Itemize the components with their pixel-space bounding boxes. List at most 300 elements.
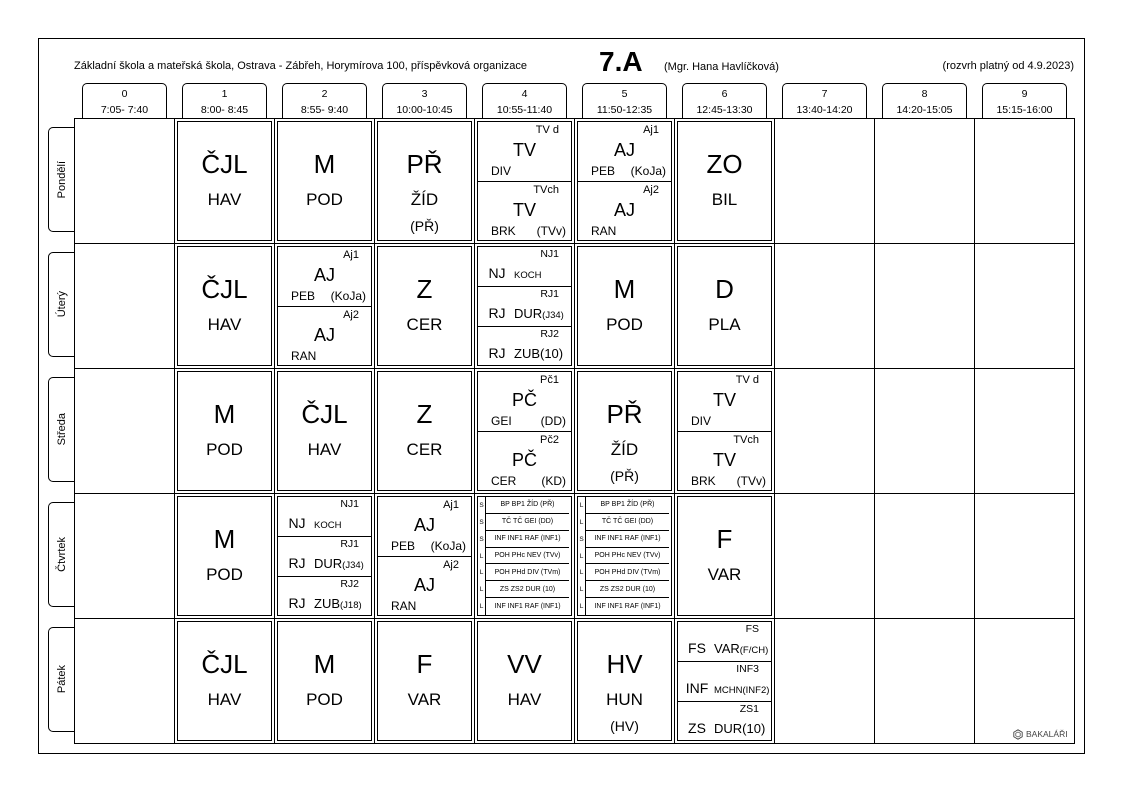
group-lesson bbox=[478, 372, 571, 431]
school-name: Základní škola a mateřská škola, Ostrava - Zábřeh, Horymírova 100, příspěvková organizace bbox=[74, 60, 528, 72]
lesson-teacher: ZUB bbox=[514, 346, 540, 361]
week-alternating-list bbox=[478, 497, 571, 615]
lesson-teacher: ŽÍD bbox=[610, 440, 639, 459]
timetable-cell bbox=[575, 494, 675, 619]
lesson-box bbox=[377, 121, 472, 241]
period-time: 14:20-15:05 bbox=[896, 104, 953, 116]
lesson-teacher: CER bbox=[406, 315, 443, 334]
lesson-box bbox=[177, 621, 272, 741]
lesson-box bbox=[277, 121, 372, 241]
lesson-teacher: POD bbox=[206, 440, 243, 459]
group-label: RJ2 bbox=[340, 578, 359, 590]
empty-cell bbox=[775, 619, 875, 744]
lesson-subject: ZS bbox=[688, 720, 706, 736]
week-marker: L bbox=[579, 552, 584, 560]
group-label: Aj2 bbox=[643, 184, 659, 196]
period-number: 3 bbox=[421, 88, 428, 100]
empty-cell bbox=[775, 369, 875, 494]
empty-cell bbox=[875, 244, 975, 369]
lesson-box bbox=[577, 246, 672, 366]
group-lesson bbox=[478, 181, 571, 240]
period-number: 5 bbox=[621, 88, 628, 100]
week-lesson-row bbox=[478, 564, 571, 581]
lesson-teacher: HAV bbox=[207, 190, 242, 209]
timetable-cell bbox=[575, 369, 675, 494]
period-time: 8:55- 9:40 bbox=[300, 104, 349, 116]
group-label: RJ2 bbox=[540, 328, 559, 340]
empty-cell bbox=[75, 119, 175, 244]
lesson-room: (TVv) bbox=[736, 474, 766, 488]
week-lesson-row bbox=[578, 598, 671, 615]
group-lesson-line bbox=[483, 264, 571, 282]
day-tab bbox=[48, 252, 74, 357]
group-lesson bbox=[678, 431, 771, 490]
empty-cell bbox=[975, 119, 1075, 244]
period-number: 9 bbox=[1021, 88, 1028, 100]
period-time: 12:45-13:30 bbox=[696, 104, 753, 116]
lesson-room: (HV) bbox=[610, 718, 639, 734]
lesson-box bbox=[177, 371, 272, 491]
lesson-subject: AJ bbox=[313, 265, 335, 285]
lesson-box bbox=[377, 496, 472, 616]
timetable-cell bbox=[275, 494, 375, 619]
lesson-room: (10) bbox=[540, 346, 564, 361]
timetable-cell bbox=[475, 619, 575, 744]
empty-cell bbox=[975, 494, 1075, 619]
lesson-room: (J34) bbox=[542, 310, 564, 321]
week-lesson-text: BP BP1 ŽÍD (PŘ) bbox=[585, 497, 669, 514]
week-alternating-list bbox=[578, 497, 671, 615]
timetable-cell bbox=[575, 244, 675, 369]
lesson-box bbox=[577, 121, 672, 241]
lesson-box bbox=[177, 121, 272, 241]
lesson-box bbox=[377, 371, 472, 491]
lesson-room: (PŘ) bbox=[610, 468, 639, 484]
group-lesson bbox=[278, 497, 371, 536]
lesson-box bbox=[377, 246, 472, 366]
lesson-teacher: PEB bbox=[391, 539, 416, 553]
lesson-room: (J18) bbox=[340, 600, 362, 611]
lesson-subject: AJ bbox=[613, 200, 635, 220]
lesson-teacher: POD bbox=[306, 190, 343, 209]
lesson-subject: PČ bbox=[511, 450, 537, 470]
period-header bbox=[382, 83, 467, 119]
lesson-subject: ČJL bbox=[301, 399, 348, 429]
empty-cell bbox=[775, 119, 875, 244]
week-lesson-text: INF INF1 RAF (INF1) bbox=[585, 598, 669, 615]
period-header bbox=[282, 83, 367, 119]
lesson-subject: FS bbox=[688, 640, 706, 656]
week-lesson-row bbox=[578, 564, 671, 581]
week-lesson-text: INF INF1 RAF (INF1) bbox=[585, 531, 669, 548]
timetable-cell bbox=[675, 244, 775, 369]
group-label: NJ1 bbox=[340, 498, 359, 510]
lesson-box bbox=[677, 621, 772, 741]
week-marker: L bbox=[479, 586, 484, 594]
lesson-subject: HV bbox=[606, 649, 643, 679]
lesson-box bbox=[277, 621, 372, 741]
week-lesson-text: INF INF1 RAF (INF1) bbox=[485, 598, 569, 615]
period-header bbox=[182, 83, 267, 119]
lesson-teacher: VAR bbox=[714, 641, 740, 656]
group-label: TVch bbox=[733, 434, 759, 446]
period-header bbox=[782, 83, 867, 119]
timetable-cell bbox=[375, 619, 475, 744]
period-number: 4 bbox=[521, 88, 528, 100]
week-lesson-text: TČ TČ GEI (DD) bbox=[585, 514, 669, 531]
lesson-room: (J34) bbox=[342, 560, 364, 571]
lesson-teacher: BIL bbox=[711, 190, 738, 209]
group-lesson-line bbox=[683, 639, 771, 657]
lesson-room: (KoJa) bbox=[630, 164, 666, 178]
lesson-box bbox=[477, 621, 572, 741]
group-lesson-line bbox=[683, 719, 771, 737]
lesson-room: (PŘ) bbox=[410, 218, 439, 234]
week-lesson-row bbox=[478, 497, 571, 514]
period-number: 0 bbox=[121, 88, 128, 100]
lesson-subject: Z bbox=[416, 399, 433, 429]
lesson-subject: RJ bbox=[288, 595, 306, 611]
empty-cell bbox=[775, 244, 875, 369]
week-lesson-text: POH PHd DIV (TVm) bbox=[585, 564, 669, 581]
empty-cell bbox=[75, 619, 175, 744]
period-header bbox=[982, 83, 1067, 119]
week-lesson-row bbox=[578, 548, 671, 565]
timetable-cell bbox=[675, 494, 775, 619]
group-lesson bbox=[578, 122, 671, 181]
group-lesson-line bbox=[283, 554, 371, 572]
timetable-cell bbox=[475, 119, 575, 244]
lesson-box bbox=[577, 621, 672, 741]
group-label: Aj1 bbox=[343, 249, 359, 261]
week-lesson-text: POH PHc NEV (TVv) bbox=[585, 548, 669, 565]
week-marker: L bbox=[579, 501, 584, 509]
group-lesson-line bbox=[283, 514, 371, 532]
week-lesson-text: POH PHd DIV (TVm) bbox=[485, 564, 569, 581]
day-name: Úterý bbox=[55, 291, 68, 318]
period-header bbox=[582, 83, 667, 119]
lesson-subject: M bbox=[213, 399, 236, 429]
lesson-subject: ČJL bbox=[201, 649, 248, 679]
lesson-room: (INF2) bbox=[742, 685, 770, 696]
group-lesson-line bbox=[283, 594, 371, 612]
week-marker: S bbox=[479, 501, 484, 509]
lesson-subject: ZO bbox=[706, 149, 743, 179]
lesson-subject: ČJL bbox=[201, 274, 248, 304]
lesson-box bbox=[577, 496, 672, 616]
week-marker: S bbox=[579, 535, 584, 543]
empty-cell bbox=[875, 619, 975, 744]
week-lesson-row bbox=[478, 581, 571, 598]
group-lesson-line bbox=[683, 679, 771, 697]
week-lesson-text: POH PHc NEV (TVv) bbox=[485, 548, 569, 565]
period-time: 10:55-11:40 bbox=[496, 104, 553, 116]
lesson-box bbox=[377, 621, 472, 741]
timetable-cell bbox=[175, 119, 275, 244]
lesson-teacher: POD bbox=[306, 690, 343, 709]
period-number: 7 bbox=[821, 88, 828, 100]
group-lesson bbox=[278, 306, 371, 365]
week-lesson-row bbox=[578, 497, 671, 514]
lesson-teacher: CER bbox=[406, 440, 443, 459]
period-header bbox=[482, 83, 567, 119]
timetable-cell bbox=[275, 619, 375, 744]
lesson-box bbox=[177, 496, 272, 616]
period-time: 7:05- 7:40 bbox=[100, 104, 149, 116]
group-label: TV d bbox=[535, 124, 559, 136]
week-marker: L bbox=[479, 603, 484, 611]
group-lesson bbox=[678, 622, 771, 661]
lesson-teacher: ŽÍD bbox=[410, 190, 439, 209]
lesson-subject: RJ bbox=[488, 305, 506, 321]
timetable-cell bbox=[175, 619, 275, 744]
empty-cell bbox=[875, 369, 975, 494]
lesson-teacher: DIV bbox=[491, 164, 512, 178]
lesson-teacher: MCHN bbox=[714, 685, 743, 696]
lesson-room: (DD) bbox=[540, 414, 566, 428]
lesson-room: (F/CH) bbox=[739, 645, 769, 656]
lesson-teacher: PEB bbox=[591, 164, 616, 178]
lesson-teacher: POD bbox=[206, 565, 243, 584]
group-lesson bbox=[378, 556, 471, 615]
hexagon-icon bbox=[1013, 729, 1023, 740]
lesson-subject: TV bbox=[512, 200, 536, 220]
group-lesson-line bbox=[483, 304, 571, 322]
empty-cell bbox=[975, 619, 1075, 744]
period-header bbox=[682, 83, 767, 119]
timetable-cell bbox=[175, 369, 275, 494]
lesson-subject: TV bbox=[512, 140, 536, 160]
group-lesson bbox=[478, 431, 571, 490]
week-marker: L bbox=[579, 569, 584, 577]
period-number: 8 bbox=[921, 88, 928, 100]
timetable-cell bbox=[475, 369, 575, 494]
bakalari-logo bbox=[1013, 727, 1068, 741]
lesson-teacher: HAV bbox=[307, 440, 342, 459]
group-label: Aj1 bbox=[443, 499, 459, 511]
day-name: Čtvrtek bbox=[55, 537, 68, 572]
lesson-teacher: HAV bbox=[207, 315, 242, 334]
lesson-room: (KoJa) bbox=[430, 539, 466, 553]
week-marker: L bbox=[479, 552, 484, 560]
period-time: 8:00- 8:45 bbox=[200, 104, 249, 116]
lesson-box bbox=[677, 121, 772, 241]
lesson-box bbox=[277, 246, 372, 366]
group-label: Pč1 bbox=[540, 374, 559, 386]
period-time: 15:15-16:00 bbox=[996, 104, 1053, 116]
group-label: Aj2 bbox=[443, 559, 459, 571]
lesson-room: (10) bbox=[742, 721, 766, 736]
group-lesson bbox=[278, 536, 371, 576]
lesson-teacher: CER bbox=[491, 474, 517, 488]
group-lesson bbox=[478, 326, 571, 365]
lesson-subject: AJ bbox=[413, 515, 435, 535]
week-lesson-row bbox=[478, 548, 571, 565]
timetable-grid bbox=[74, 118, 1075, 744]
lesson-box bbox=[177, 246, 272, 366]
lesson-teacher: BRK bbox=[491, 224, 516, 238]
group-lesson bbox=[378, 497, 471, 556]
timetable-cell bbox=[575, 119, 675, 244]
lesson-subject: TV bbox=[712, 450, 736, 470]
week-lesson-text: BP BP1 ŽÍD (PŘ) bbox=[485, 497, 569, 514]
lesson-teacher: RAN bbox=[391, 599, 417, 613]
lesson-box bbox=[677, 246, 772, 366]
group-label: NJ1 bbox=[540, 248, 559, 260]
period-number: 2 bbox=[321, 88, 328, 100]
group-label: RJ1 bbox=[340, 538, 359, 550]
lesson-subject: PŘ bbox=[406, 149, 443, 179]
group-lesson bbox=[278, 576, 371, 615]
group-lesson bbox=[478, 247, 571, 286]
lesson-subject: RJ bbox=[488, 345, 506, 361]
day-tab bbox=[48, 377, 74, 482]
group-label: Aj2 bbox=[343, 309, 359, 321]
lesson-subject: NJ bbox=[488, 265, 506, 281]
lesson-subject: RJ bbox=[288, 555, 306, 571]
group-label: Pč2 bbox=[540, 434, 559, 446]
lesson-teacher: DUR bbox=[714, 721, 743, 736]
week-lesson-text: TČ TČ GEI (DD) bbox=[485, 514, 569, 531]
lesson-teacher: KOCH bbox=[514, 270, 542, 281]
lesson-subject: PŘ bbox=[606, 399, 643, 429]
lesson-subject: D bbox=[715, 274, 734, 304]
lesson-teacher: ZUB bbox=[314, 596, 340, 611]
group-lesson bbox=[678, 661, 771, 701]
lesson-room: (KD) bbox=[541, 474, 566, 488]
lesson-teacher: BRK bbox=[691, 474, 716, 488]
period-header bbox=[82, 83, 167, 119]
group-lesson bbox=[678, 701, 771, 740]
week-lesson-text: ZS ZS2 DUR (10) bbox=[585, 581, 669, 598]
timetable-cell bbox=[275, 119, 375, 244]
lesson-teacher: POD bbox=[606, 315, 643, 334]
group-label: TV d bbox=[735, 374, 759, 386]
lesson-box bbox=[577, 371, 672, 491]
group-lesson bbox=[478, 286, 571, 326]
period-time: 10:00-10:45 bbox=[396, 104, 453, 116]
day-name: Pátek bbox=[55, 665, 68, 694]
day-name: Středa bbox=[55, 413, 68, 446]
lesson-subject: TV bbox=[712, 390, 736, 410]
lesson-subject: VV bbox=[507, 649, 542, 679]
lesson-teacher: HAV bbox=[207, 690, 242, 709]
group-label: RJ1 bbox=[540, 288, 559, 300]
lesson-teacher: VAR bbox=[407, 690, 442, 709]
timetable-cell bbox=[275, 244, 375, 369]
timetable-cell bbox=[375, 244, 475, 369]
lesson-teacher: DUR bbox=[514, 306, 543, 321]
day-tab bbox=[48, 627, 74, 732]
group-lesson bbox=[678, 372, 771, 431]
week-lesson-row bbox=[478, 598, 571, 615]
lesson-subject: M bbox=[613, 274, 636, 304]
lesson-teacher: PLA bbox=[708, 315, 741, 334]
empty-cell bbox=[875, 119, 975, 244]
group-lesson bbox=[578, 181, 671, 240]
week-marker: S bbox=[479, 535, 484, 543]
day-name: Pondělí bbox=[55, 160, 68, 199]
timetable-cell bbox=[475, 494, 575, 619]
lesson-teacher: GEI bbox=[491, 414, 512, 428]
lesson-teacher: KOCH bbox=[314, 520, 342, 531]
timetable-cell bbox=[675, 619, 775, 744]
lesson-subject: AJ bbox=[313, 325, 335, 345]
group-lesson-line bbox=[483, 344, 571, 362]
lesson-teacher: DUR bbox=[314, 556, 343, 571]
group-label: ZS1 bbox=[739, 703, 759, 715]
day-tab bbox=[48, 127, 74, 232]
week-marker: L bbox=[579, 603, 584, 611]
empty-cell bbox=[75, 244, 175, 369]
lesson-subject: F bbox=[716, 524, 733, 554]
timetable-cell bbox=[375, 369, 475, 494]
timetable-cell bbox=[475, 244, 575, 369]
week-lesson-row bbox=[578, 514, 671, 531]
lesson-room: (TVv) bbox=[536, 224, 566, 238]
lesson-teacher: HUN bbox=[606, 690, 643, 709]
week-marker: L bbox=[479, 569, 484, 577]
lesson-box bbox=[477, 121, 572, 241]
timetable-cell bbox=[375, 494, 475, 619]
week-lesson-row bbox=[578, 581, 671, 598]
group-label: INF3 bbox=[736, 663, 759, 675]
period-number: 6 bbox=[721, 88, 728, 100]
timetable-cell bbox=[575, 619, 675, 744]
week-marker: L bbox=[579, 518, 584, 526]
group-label: Aj1 bbox=[643, 124, 659, 136]
lesson-teacher: DIV bbox=[691, 414, 712, 428]
empty-cell bbox=[975, 244, 1075, 369]
lesson-teacher: RAN bbox=[291, 349, 317, 363]
group-label: TVch bbox=[533, 184, 559, 196]
empty-cell bbox=[75, 494, 175, 619]
week-lesson-text: ZS ZS2 DUR (10) bbox=[485, 581, 569, 598]
period-time: 11:50-12:35 bbox=[596, 104, 653, 116]
empty-cell bbox=[75, 369, 175, 494]
lesson-subject: AJ bbox=[613, 140, 635, 160]
timetable-cell bbox=[675, 119, 775, 244]
week-marker: L bbox=[579, 586, 584, 594]
lesson-teacher: VAR bbox=[707, 565, 742, 584]
lesson-box bbox=[477, 246, 572, 366]
lesson-room: (KoJa) bbox=[330, 289, 366, 303]
validity-date: (rozvrh platný od 4.9.2023) bbox=[942, 60, 1074, 72]
empty-cell bbox=[875, 494, 975, 619]
lesson-subject: INF bbox=[685, 680, 709, 696]
lesson-subject: M bbox=[313, 149, 336, 179]
group-lesson bbox=[478, 122, 571, 181]
week-marker: S bbox=[479, 518, 484, 526]
timetable-cell bbox=[675, 369, 775, 494]
brand-label: BAKALÁŘI bbox=[1026, 729, 1068, 739]
lesson-subject: PČ bbox=[511, 390, 537, 410]
empty-cell bbox=[775, 494, 875, 619]
week-lesson-row bbox=[478, 531, 571, 548]
timetable-cell bbox=[375, 119, 475, 244]
empty-cell bbox=[975, 369, 1075, 494]
lesson-box bbox=[477, 496, 572, 616]
lesson-subject: F bbox=[416, 649, 433, 679]
day-tab bbox=[48, 502, 74, 607]
week-lesson-row bbox=[578, 531, 671, 548]
lesson-subject: AJ bbox=[413, 575, 435, 595]
lesson-teacher: PEB bbox=[291, 289, 316, 303]
lesson-box bbox=[677, 496, 772, 616]
lesson-teacher: HAV bbox=[507, 690, 542, 709]
week-lesson-row bbox=[478, 514, 571, 531]
period-header bbox=[882, 83, 967, 119]
